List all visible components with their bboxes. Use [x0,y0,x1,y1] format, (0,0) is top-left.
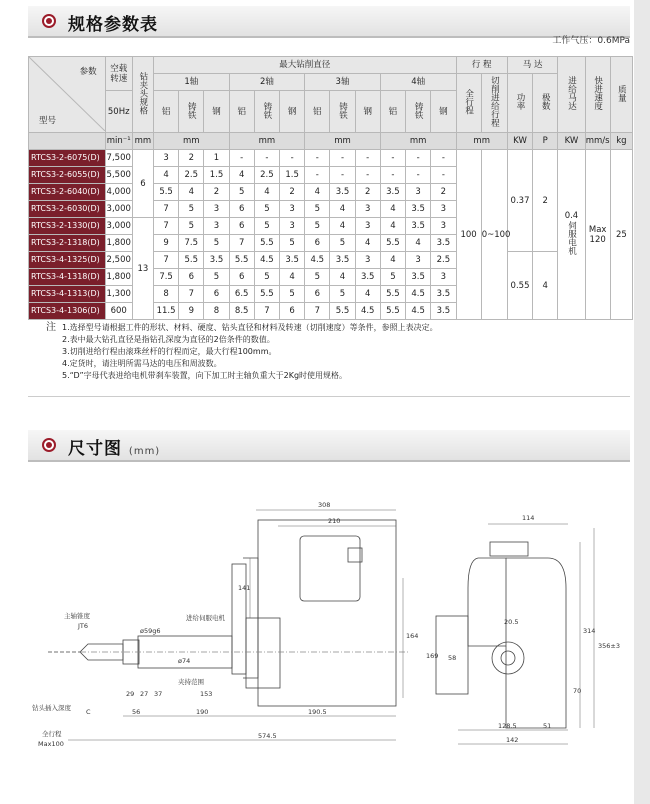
axis2-header: 2轴 [229,74,305,91]
motor-header: 马 达 [507,57,557,74]
dia-cell: 4 [153,167,178,184]
dim-label: 308 [318,501,331,509]
dia-cell: 3.5 [280,252,305,269]
dia-cell: - [431,150,456,167]
dia-cell: 5 [305,201,330,218]
st-header-4: 钢 [431,91,456,133]
unit-rpm: min⁻¹ [105,133,132,150]
dia-cell: 5 [204,235,229,252]
power-cell: 0.55 [507,252,532,320]
feed-motor-header [558,57,585,133]
fe-header-3 [330,91,355,133]
front-spindle-circle [492,642,524,674]
dia-cell: 9 [179,303,204,320]
dim-label: 58 [448,654,457,662]
dia-cell: 1 [204,150,229,167]
feed-stroke-header-text: 切削进给行程 [489,76,500,127]
unit-poles: P [533,133,558,150]
al-header-1: 铝 [153,91,178,133]
dia-cell: 3 [406,252,431,269]
dia-cell: 8 [204,303,229,320]
dia-cell: 3 [355,218,380,235]
dia-cell: - [280,150,305,167]
dim-label: 153 [200,690,213,698]
unit-axis4: mm [380,133,456,150]
poles-header-text: 极数 [540,93,551,110]
dia-cell: 5 [330,286,355,303]
dim-label: 190.5 [308,708,327,716]
poles-cell: 4 [533,252,558,320]
dia-cell: 3 [431,218,456,235]
dia-cell: 8 [153,286,178,303]
speed-cell: 1,300 [105,286,132,303]
unit-chuck: mm [132,133,153,150]
model-cell: RTCS3-4-1313(D) [29,286,106,303]
full-stroke-header [456,74,481,133]
dia-cell: 5.5 [380,303,405,320]
model-cell: RTCS3-2-6040(D) [29,184,106,201]
dia-cell: 3 [355,252,380,269]
speed-cell: 1,800 [105,269,132,286]
notes-label: 注 [46,322,56,333]
axis4-header: 4轴 [380,74,456,91]
dia-cell: 5.5 [229,252,254,269]
corner-cell [29,57,106,133]
dia-cell: - [305,167,330,184]
dia-cell: 7 [153,218,178,235]
dim-label: 128.5 [498,722,517,730]
dia-cell: 2 [355,184,380,201]
side-strip [634,0,650,804]
dia-cell: 4 [406,235,431,252]
poles-cell: 2 [533,150,558,252]
dim-unit: (mm) [128,446,161,457]
dia-cell: - [380,150,405,167]
dia-cell: 5 [305,269,330,286]
note-item: 1.选择型号请根据工件的形状、材料、硬度、钻头直径和材料及转速（切削速度）等条件，参照上表决定。 [62,323,438,332]
model-cell: RTCS3-2-6075(D) [29,150,106,167]
dia-cell: - [330,167,355,184]
body-outline [258,520,396,706]
dia-cell: - [330,150,355,167]
chuck-header [132,57,153,133]
dim-section-title [68,434,160,459]
dia-cell: 11.5 [153,303,178,320]
clamp-label: 夹持范围 [178,678,204,686]
note-item: 5.“D”字母代表进给电机带刹车装置，向下加工时主轴负重大于2Kg时使用规格。 [62,371,348,380]
st-header-2: 钢 [280,91,305,133]
dia-cell: 4 [254,184,279,201]
dim-label: 29 [126,690,135,698]
dia-cell: 5 [280,286,305,303]
dim-label: 141 [238,584,251,592]
dia-cell: 5 [179,218,204,235]
model-cell: RTCS3-2-1330(D) [29,218,106,235]
unit-fast: mm/s [585,133,610,150]
dia-cell: 5 [254,201,279,218]
speed-cell: 7,500 [105,150,132,167]
poles-header [533,74,558,133]
dia-cell: 5.5 [153,184,178,201]
dim-label: 51 [543,722,552,730]
dim-label: 169 [426,652,439,660]
dia-cell: 6 [229,218,254,235]
dia-cell: 3.5 [204,252,229,269]
param-label: 参数 [79,67,97,77]
notes-block [46,322,438,382]
d74-label: ø74 [178,657,191,665]
dia-cell: 2.5 [179,167,204,184]
dia-cell: 4 [330,218,355,235]
feed-motor-kw: 0.4 [564,211,579,221]
al-header-3: 铝 [305,91,330,133]
feed-stroke-header [481,74,507,133]
working-pressure: 工作气压：0.6MPa [552,36,630,46]
dia-cell: 5 [330,235,355,252]
dim-label: 314 [583,627,596,635]
dia-cell: 5 [179,201,204,218]
dia-cell: - [254,150,279,167]
dia-cell: - [406,150,431,167]
dia-cell: 3 [204,201,229,218]
dia-cell: 4 [355,286,380,303]
dia-cell: 4.5 [406,286,431,303]
fast-speed-header-text: 快进速度 [592,76,603,110]
table-row [29,150,633,167]
dim-label: 142 [506,736,519,744]
dia-cell: 3.5 [406,201,431,218]
full-stroke-label: 全行程 [42,730,62,738]
speed-cell: 3,000 [105,218,132,235]
dim-label: 20.5 [504,618,519,626]
dia-cell: 1.5 [280,167,305,184]
mass-header-text: 质量 [616,84,627,102]
dia-cell: 3.5 [330,184,355,201]
dia-cell: 6 [204,286,229,303]
dia-cell: 7.5 [179,235,204,252]
servo-motor [246,618,280,688]
st-header-1: 钢 [204,91,229,133]
max-dia-header: 最大钻削直径 [153,57,456,74]
fe-header-1-text: 铸铁 [186,101,197,119]
full-stroke-cell: 100 [456,150,481,320]
d59-label: ø59g6 [140,627,161,635]
dia-cell: 6 [305,235,330,252]
dia-cell: - [355,150,380,167]
dia-cell: 7 [153,201,178,218]
fe-header-3-text: 铸铁 [337,101,348,119]
dia-cell: 9 [153,235,178,252]
dia-cell: 3.5 [431,235,456,252]
model-cell: RTCS3-2-1318(D) [29,235,106,252]
dia-cell: 5 [229,184,254,201]
dia-cell: 4 [380,201,405,218]
dia-cell: 3.5 [355,269,380,286]
dia-cell: 7 [179,286,204,303]
mass-cell: 25 [610,150,632,320]
dia-cell: 4 [330,269,355,286]
dim-label: 190 [196,708,209,716]
dim-label: 56 [132,708,141,716]
dia-cell: 6 [305,286,330,303]
feed-stroke-cell: 0~100 [481,150,507,320]
front-body-left [468,558,506,646]
dia-cell: 2.5 [254,167,279,184]
dia-cell: 3 [280,218,305,235]
dia-cell: 6 [229,201,254,218]
dia-cell: 5 [305,218,330,235]
dia-cell: 5.5 [380,286,405,303]
fast-speed-header [585,57,610,133]
dia-cell: 8.5 [229,303,254,320]
model-cell: RTCS3-4-1318(D) [29,269,106,286]
table-row [29,252,633,269]
c-label: C [86,708,91,716]
servo-label: 进给伺服电机 [186,614,225,622]
dia-cell: 7 [229,235,254,252]
dim-label: 37 [154,690,163,698]
dia-cell: - [406,167,431,184]
power-header-text: 功率 [515,93,526,110]
dia-cell: 4.5 [305,252,330,269]
spec-section-header [28,6,630,38]
front-cap [490,542,528,556]
dia-cell: 7 [254,303,279,320]
power-header [507,74,532,133]
dia-cell: 4.5 [406,303,431,320]
fe-header-4-text: 铸铁 [413,101,424,119]
dia-cell: 7 [153,252,178,269]
hz-header: 50Hz [105,91,132,133]
spec-table-body [29,150,633,320]
dia-cell: 5 [254,269,279,286]
speed-cell: 1,800 [105,235,132,252]
speed-cell: 4,000 [105,184,132,201]
dim-label: 356±3 [598,642,620,650]
dia-cell: 7 [305,303,330,320]
dia-cell: - [380,167,405,184]
dia-cell: 1.5 [204,167,229,184]
front-body-right [506,558,566,728]
insert-depth-label: 钻头插入深度 [32,704,71,712]
dim-label: 70 [573,687,582,695]
dim-title-text: 尺寸图 [68,439,122,459]
unit-mass: kg [610,133,632,150]
note-item: 3.切削进给行程由滚珠丝杆的行程而定，最大行程100mm。 [62,347,277,356]
dia-cell: 3 [431,201,456,218]
unit-axis1: mm [153,133,229,150]
stroke-header: 行 程 [456,57,507,74]
dim-label: 210 [328,517,341,525]
speed-cell: 3,000 [105,201,132,218]
feed-motor-cell [558,150,585,320]
dia-cell: 3.5 [330,252,355,269]
power-cell: 0.37 [507,150,532,252]
st-header-3: 钢 [355,91,380,133]
front-spindle-inner [501,651,515,665]
dia-cell: 5.5 [380,235,405,252]
dia-cell: 2.5 [431,252,456,269]
axis1-header: 1轴 [153,74,229,91]
dia-cell: 5 [380,269,405,286]
model-cell: RTCS3-4-1325(D) [29,252,106,269]
spec-table [28,56,633,320]
dia-cell: 3 [406,184,431,201]
dia-cell: 3 [153,150,178,167]
model-cell: RTCS3-4-1306(D) [29,303,106,320]
dia-cell: 3.5 [406,218,431,235]
dia-cell: 4 [380,252,405,269]
dia-cell: 2 [179,150,204,167]
dia-cell: - [431,167,456,184]
max100-label: Max100 [38,740,64,748]
unit-blank [29,133,106,150]
dia-cell: 4 [229,167,254,184]
dimension-drawing [28,468,628,758]
speed-cell: 2,500 [105,252,132,269]
model-cell: RTCS3-2-6055(D) [29,167,106,184]
unit-axis2: mm [229,133,305,150]
mass-header [610,57,632,133]
dia-cell: 5 [254,218,279,235]
dia-cell: 3 [280,201,305,218]
dia-cell: 4 [355,235,380,252]
fe-header-2 [254,91,279,133]
dia-cell: 4.5 [355,303,380,320]
dia-cell: 2 [280,184,305,201]
al-header-2: 铝 [229,91,254,133]
dia-cell: 5 [280,235,305,252]
dia-cell: - [355,167,380,184]
bullet-icon [42,438,56,452]
dia-cell: 6.5 [229,286,254,303]
dim-label: 27 [140,690,149,698]
fe-header-2-text: 铸铁 [261,101,272,119]
unit-stroke: mm [456,133,507,150]
dia-cell: 5.5 [254,235,279,252]
chuck-header-text: 钻夹头规格 [137,71,148,115]
model-cell: RTCS3-2-6030(D) [29,201,106,218]
speed-header-text: 空载转速 [110,63,128,84]
feed-motor-type: 伺服电机 [566,221,577,255]
dia-cell: 6 [179,269,204,286]
dia-cell: 4 [305,184,330,201]
dia-cell: 3.5 [431,303,456,320]
dia-cell: 7.5 [153,269,178,286]
chuck-cell: 13 [132,218,153,320]
dia-cell: - [229,150,254,167]
fe-header-4 [406,91,431,133]
dia-cell: 3.5 [380,184,405,201]
unit-power: KW [507,133,532,150]
motor-cap [300,536,360,601]
fe-header-1 [179,91,204,133]
dia-cell: 4.5 [254,252,279,269]
dia-cell: 3.5 [431,286,456,303]
unit-axis3: mm [305,133,381,150]
model-label: 型号 [39,116,57,126]
dim-section-header [28,430,630,462]
dia-cell: 5 [204,269,229,286]
feed-motor-header-text: 进给马达 [566,76,577,110]
dia-cell: 5.5 [254,286,279,303]
dia-cell: 5.5 [179,252,204,269]
al-header-4: 铝 [380,91,405,133]
dia-cell: 3 [431,269,456,286]
dia-cell: 5.5 [330,303,355,320]
dia-cell: 3 [355,201,380,218]
dia-cell: 4 [179,184,204,201]
motor-flange [232,564,246,674]
jt6-label: JT6 [78,622,89,630]
dia-cell: - [305,150,330,167]
dia-cell: 4 [330,201,355,218]
dia-cell: 4 [380,218,405,235]
fast-speed-cell: Max 120 [585,150,610,320]
speed-header [105,57,132,91]
dim-label: 574.5 [258,732,277,740]
chuck-cell: 6 [132,150,153,218]
spec-section-title: 规格参数表 [68,15,158,35]
speed-cell: 600 [105,303,132,320]
dia-cell: 3 [204,218,229,235]
divider [28,396,630,397]
dim-label: 114 [522,514,535,522]
speed-cell: 5,500 [105,167,132,184]
dia-cell: 2 [204,184,229,201]
dia-cell: 2 [431,184,456,201]
spindle-taper-label: 主轴锥度 [64,612,90,620]
unit-feed-motor: KW [558,133,585,150]
dim-label: 164 [406,632,419,640]
axis3-header: 3轴 [305,74,381,91]
dia-cell: 6 [280,303,305,320]
bullet-icon [42,14,56,28]
full-stroke-header-text: 全行程 [463,88,474,115]
dia-cell: 4 [280,269,305,286]
dia-cell: 6 [229,269,254,286]
note-item: 2.表中最大钻孔直径是指钻孔深度为直径的2倍条件的数值。 [62,335,275,344]
dia-cell: 3.5 [406,269,431,286]
note-item: 4.定货时，请注明所需马达的电压和周波数。 [62,359,222,368]
